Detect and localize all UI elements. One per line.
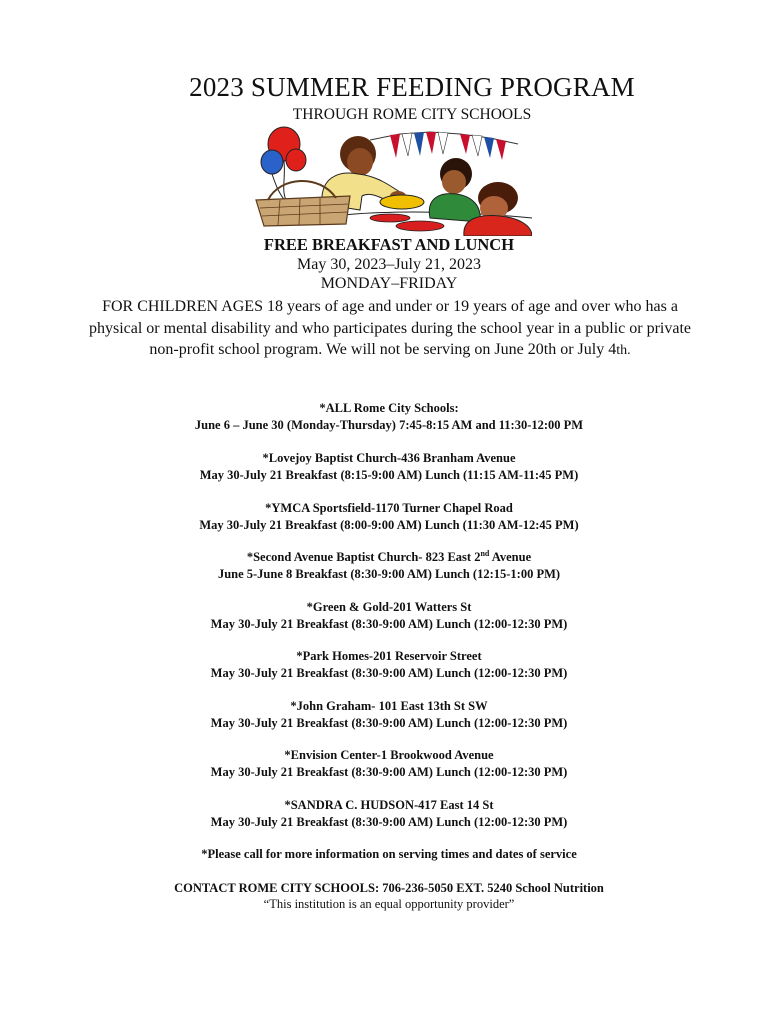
eligibility-main: FOR CHILDREN AGES 18 years of age and under or 19 years of age and over who has a physical or mental disability and who participates during the school year in a public or private non-profit school program. We will not be serving on June 20th or July 4: [88, 298, 692, 358]
location-schedule: June 5-June 8 Breakfast (8:30-9:00 AM) Lunch (12:15-1:00 PM): [217, 567, 561, 581]
location-name: *YMCA Sportsfield-1170 Turner Chapel Road: [265, 501, 513, 515]
location-sandra-hudson: [0, 797, 778, 831]
location-name-end: Avenue: [489, 550, 532, 564]
flyer-subtitle: THROUGH ROME CITY SCHOOLS: [292, 106, 532, 123]
location-schedule: May 30-July 21 Breakfast (8:30-9:00 AM) Lunch (12:00-12:30 PM): [210, 765, 568, 779]
location-name: *Envision Center-1 Brookwood Avenue: [284, 748, 494, 762]
flyer-title: 2023 SUMMER FEEDING PROGRAM: [189, 72, 635, 102]
call-note: *Please call for more information on serving times and dates of service: [201, 847, 577, 861]
location-name: *Park Homes-201 Reservoir Street: [296, 649, 482, 663]
location-john-graham: [0, 698, 778, 732]
location-name-main: *Second Avenue Baptist Church- 823 East 2: [246, 550, 481, 564]
location-schedule: May 30-July 21 Breakfast (8:30-9:00 AM) Lunch (12:00-12:30 PM): [210, 815, 568, 829]
eligibility-suffix: th.: [616, 343, 631, 358]
equal-opportunity-statement: “This institution is an equal opportunity provider”: [263, 897, 515, 911]
location-schedule: May 30-July 21 Breakfast (8:30-9:00 AM) Lunch (12:00-12:30 PM): [210, 666, 568, 680]
location-schedule: May 30-July 21 Breakfast (8:30-9:00 AM) Lunch (12:00-12:30 PM): [210, 617, 568, 631]
location-envision-center: [0, 747, 778, 781]
location-name-ordinal: nd: [480, 548, 490, 558]
free-meals-heading: FREE BREAKFAST AND LUNCH: [263, 235, 515, 254]
location-schedule: June 6 – June 30 (Monday-Thursday) 7:45-8:15 AM and 11:30-12:00 PM: [194, 418, 584, 432]
location-name: *Lovejoy Baptist Church-436 Branham Avenue: [262, 451, 516, 465]
location-green-gold: [0, 599, 778, 633]
eligibility-text: [80, 296, 700, 362]
location-name: [0, 549, 778, 566]
program-date-range: May 30, 2023–July 21, 2023: [297, 256, 481, 273]
location-lovejoy: [0, 450, 778, 484]
location-second-avenue: [0, 549, 778, 583]
children-picnic-illustration: [250, 126, 532, 236]
location-schedule: May 30-July 21 Breakfast (8:15-9:00 AM) Lunch (11:15 AM-11:45 PM): [199, 468, 579, 482]
contact-info: CONTACT ROME CITY SCHOOLS: 706-236-5050 EXT. 5240 School Nutrition: [174, 881, 604, 895]
location-park-homes: [0, 648, 778, 682]
location-name: *Green & Gold-201 Watters St: [306, 600, 472, 614]
location-name: *ALL Rome City Schools:: [319, 401, 459, 415]
location-schedule: May 30-July 21 Breakfast (8:30-9:00 AM) Lunch (12:00-12:30 PM): [210, 716, 568, 730]
location-all-schools: [0, 400, 778, 434]
location-name: *SANDRA C. HUDSON-417 East 14 St: [284, 798, 494, 812]
program-summary: [0, 235, 778, 294]
location-ymca: [0, 500, 778, 534]
location-name: *John Graham- 101 East 13th St SW: [290, 699, 488, 713]
location-schedule: May 30-July 21 Breakfast (8:00-9:00 AM) Lunch (11:30 AM-12:45 PM): [199, 518, 579, 532]
program-days: MONDAY–FRIDAY: [320, 275, 458, 292]
